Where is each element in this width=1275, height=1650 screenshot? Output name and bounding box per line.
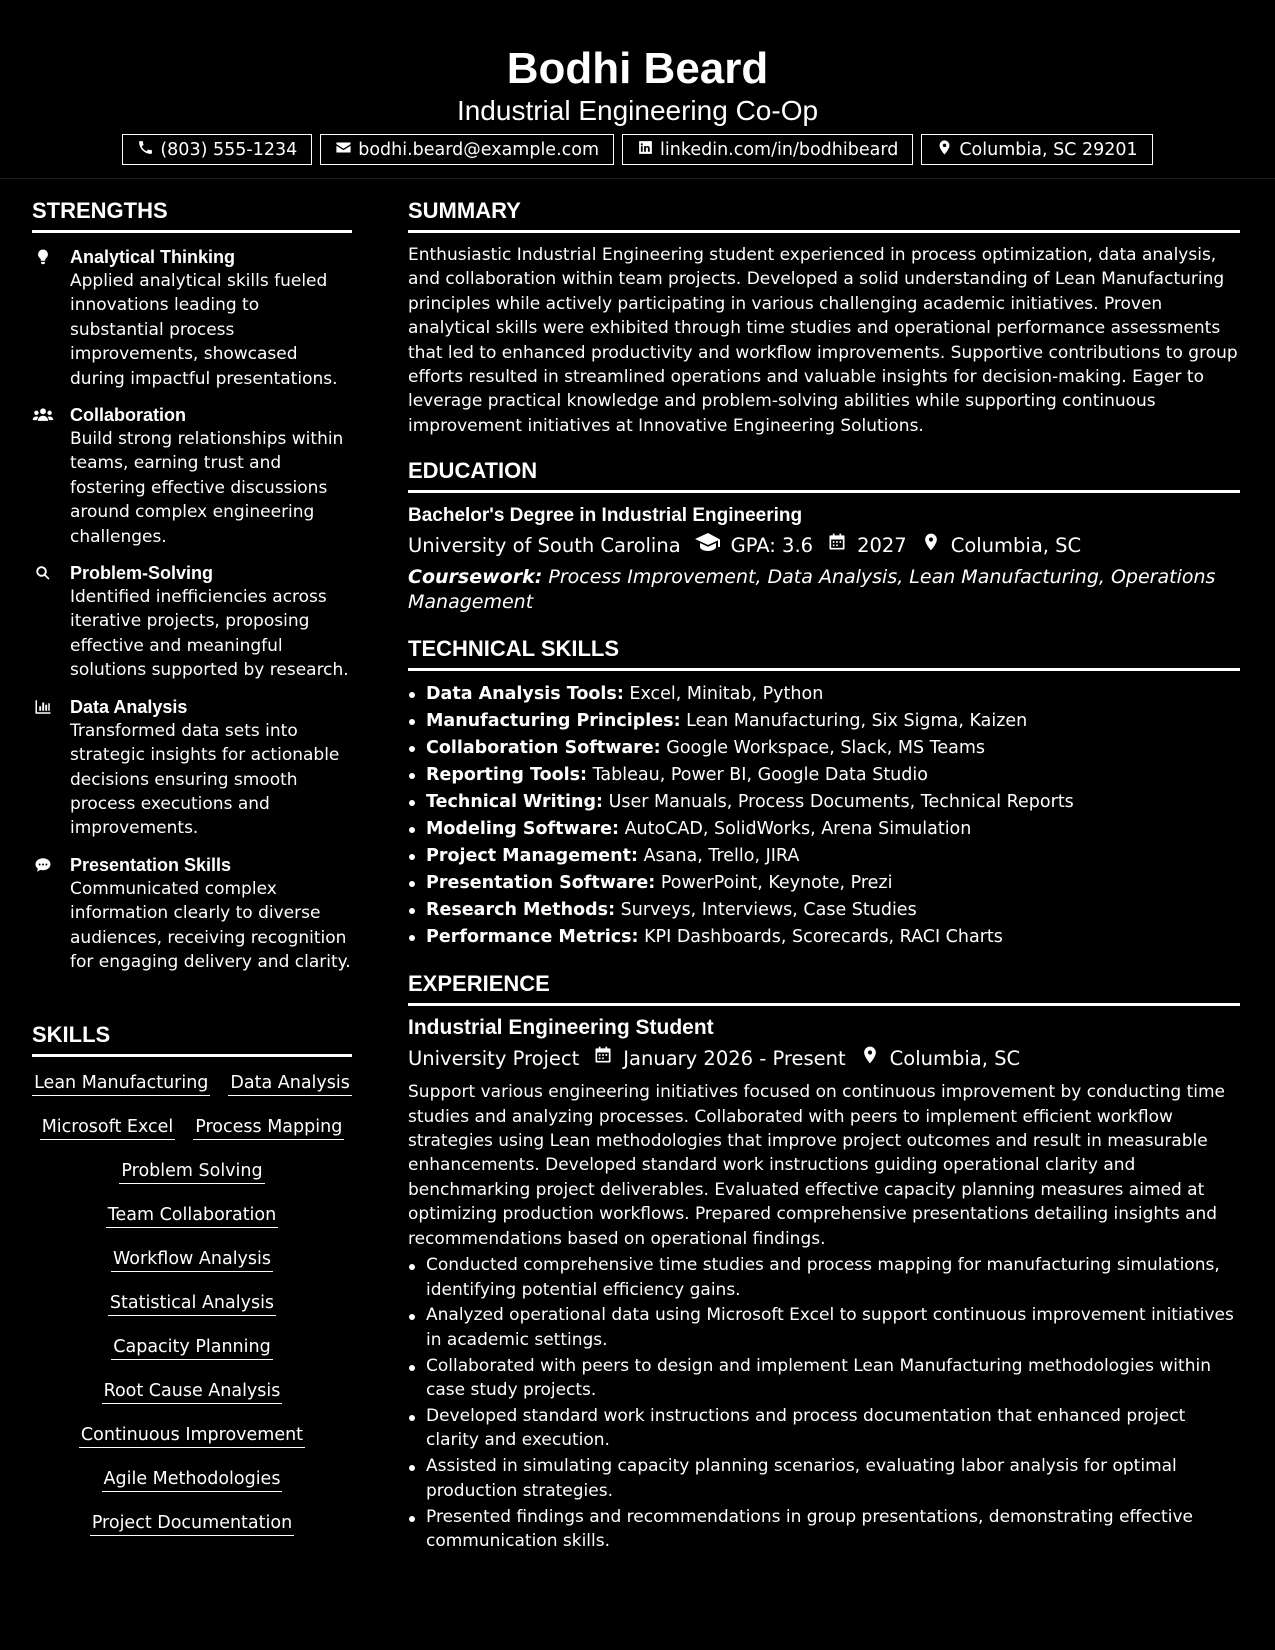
resume-header xyxy=(0,0,1275,179)
linkedin-icon xyxy=(637,139,654,161)
email-text: bodhi.beard@example.com xyxy=(358,139,600,160)
phone-text: (803) 555-1234 xyxy=(160,139,298,160)
tech-label: Collaboration Software: xyxy=(426,738,661,759)
envelope-icon xyxy=(335,139,352,161)
strength-item xyxy=(32,561,352,683)
strength-title: Presentation Skills xyxy=(70,854,232,875)
skill-tag: Microsoft Excel xyxy=(40,1115,176,1140)
experience-heading: EXPERIENCE xyxy=(408,969,1240,1006)
tech-value: User Manuals, Process Documents, Technical Reports xyxy=(608,792,1074,813)
tech-value: Surveys, Interviews, Case Studies xyxy=(620,900,917,921)
tech-label: Presentation Software: xyxy=(426,873,656,894)
strength-desc: Identified inefficiencies across iterative projects, proposing effective and meaningful solutions supported by research. xyxy=(70,587,349,681)
skill-tag: Root Cause Analysis xyxy=(102,1379,283,1404)
list-item: Assisted in simulating capacity planning scenarios, evaluating labor analysis for optimal production strategies. xyxy=(408,1454,1240,1503)
tech-label: Performance Metrics: xyxy=(426,927,639,948)
skills-section xyxy=(32,1020,352,1536)
tech-label: Reporting Tools: xyxy=(426,765,588,786)
map-pin-icon xyxy=(846,1044,890,1074)
graduation-cap-icon xyxy=(681,531,731,561)
technical-skills-heading: TECHNICAL SKILLS xyxy=(408,634,1240,671)
tech-value: AutoCAD, SolidWorks, Arena Simulation xyxy=(624,819,972,840)
calendar-icon xyxy=(579,1044,623,1074)
strength-item xyxy=(32,245,352,391)
tech-label: Research Methods: xyxy=(426,900,616,921)
strength-item xyxy=(32,853,352,975)
list-item: Conducted comprehensive time studies and process mapping for manufacturing simulations, identifying potential efficiency gains. xyxy=(408,1253,1240,1302)
strength-desc: Applied analytical skills fueled innovations leading to substantial process improvements, showcased during impactful presentations. xyxy=(70,271,338,389)
left-column xyxy=(32,196,352,986)
job-title: Industrial Engineering Student xyxy=(408,1016,714,1040)
strengths-list xyxy=(32,245,352,974)
list-item xyxy=(408,897,1240,924)
list-item xyxy=(408,843,1240,870)
tech-value: Google Workspace, Slack, MS Teams xyxy=(666,738,986,759)
skills-heading: SKILLS xyxy=(32,1020,352,1057)
tech-value: Asana, Trello, JIRA xyxy=(643,846,800,867)
job-description: Support various engineering initiatives focused on continuous improvement by conducting time studies and analyzing processes. Collaborated with peers to implement efficient workflow strategies using Lean methodologies that improve project outcomes and result in measurable enhancements. Developed standard work instructions guiding operational clarity and benchmarking project deliverables. Evaluated effective capacity planning measures aimed at optimizing production workflows. Prepared comprehensive presentations detailing insights and recommendations based on operational findings. xyxy=(408,1082,1225,1249)
strength-item xyxy=(32,403,352,549)
tech-label: Manufacturing Principles: xyxy=(426,711,681,732)
list-item: Developed standard work instructions and process documentation that enhanced project clarity and execution. xyxy=(408,1404,1240,1453)
skill-tag: Capacity Planning xyxy=(111,1335,272,1360)
tech-value: PowerPoint, Keynote, Prezi xyxy=(660,873,893,894)
skill-tag: Statistical Analysis xyxy=(108,1291,276,1316)
chart-icon xyxy=(32,698,54,716)
location-text: Columbia, SC 29201 xyxy=(959,139,1138,160)
education-heading: EDUCATION xyxy=(408,456,1240,493)
summary-section xyxy=(408,196,1240,438)
education-section xyxy=(408,456,1240,614)
school-location: Columbia, SC xyxy=(950,534,1082,558)
technical-skills-list xyxy=(408,681,1240,951)
job-meta xyxy=(408,1044,1240,1074)
degree-title: Bachelor's Degree in Industrial Engineering xyxy=(408,505,803,527)
graduation-year: 2027 xyxy=(857,534,907,558)
coursework xyxy=(408,565,1240,614)
map-pin-icon xyxy=(936,139,953,161)
summary-heading: SUMMARY xyxy=(408,196,1240,233)
coursework-label: Coursework: xyxy=(408,566,543,589)
coursework-list: Process Improvement, Data Analysis, Lean Manufacturing, Operations Management xyxy=(408,566,1216,613)
candidate-name: Bodhi Beard xyxy=(506,44,769,93)
lightbulb-icon xyxy=(32,248,54,266)
strength-desc: Communicated complex information clearly to diverse audiences, receiving recognition for engaging delivery and clarity. xyxy=(70,878,351,972)
strength-title: Collaboration xyxy=(70,405,186,426)
skill-tag: Team Collaboration xyxy=(106,1203,278,1228)
tech-label: Data Analysis Tools: xyxy=(426,684,624,705)
list-item xyxy=(408,681,1240,708)
job-bullets xyxy=(408,1253,1240,1553)
tech-value: Tableau, Power BI, Google Data Studio xyxy=(592,765,928,786)
list-item xyxy=(408,735,1240,762)
job-org: University Project xyxy=(408,1047,580,1071)
skill-tag: Continuous Improvement xyxy=(79,1423,305,1448)
school-name: University of South Carolina xyxy=(408,534,681,558)
phone-icon xyxy=(137,139,154,161)
list-item xyxy=(408,816,1240,843)
tech-label: Modeling Software: xyxy=(426,819,619,840)
search-icon xyxy=(32,564,54,582)
list-item: Analyzed operational data using Microsoft Excel to support continuous improvement initiatives in academic settings. xyxy=(408,1303,1240,1352)
strength-title: Problem-Solving xyxy=(70,563,214,584)
list-item xyxy=(408,708,1240,735)
list-item xyxy=(408,789,1240,816)
tech-value: Excel, Minitab, Python xyxy=(629,684,824,705)
list-item xyxy=(408,924,1240,951)
skill-tag: Lean Manufacturing xyxy=(32,1071,210,1096)
list-item xyxy=(408,870,1240,897)
linkedin-text: linkedin.com/in/bodhibeard xyxy=(660,139,899,160)
strengths-heading: STRENGTHS xyxy=(32,196,352,233)
technical-skills-section xyxy=(408,634,1240,951)
strength-item xyxy=(32,695,352,841)
map-pin-icon xyxy=(907,531,951,561)
strength-desc: Build strong relationships within teams, earning trust and fostering effective discussions around complex engineering challenges. xyxy=(70,429,344,547)
contact-email[interactable] xyxy=(320,134,614,165)
strength-title: Analytical Thinking xyxy=(70,247,236,267)
strength-title: Data Analysis xyxy=(70,696,188,717)
users-icon xyxy=(32,406,54,424)
tech-label: Technical Writing: xyxy=(426,792,604,813)
skill-tag: Process Mapping xyxy=(193,1115,344,1140)
summary-text: Enthusiastic Industrial Engineering student experienced in process optimization, data analysis, and collaboration within team projects. Developed a solid understanding of Lean Manufacturing principles while actively participating in various challenging academic initiatives. Proven analytical skills were exhibited through time studies and operational performance assessments that led to enhanced productivity and workflow improvements. Supportive contributions to group efforts resulted in streamlined operations and valuable insights for decision-making. Eager to leverage practical knowledge and problem-solving abilities while supporting continuous improvement initiatives at Innovative Engineering Solutions. xyxy=(408,245,1238,436)
skills-list xyxy=(32,1071,352,1536)
list-item xyxy=(408,762,1240,789)
job-location: Columbia, SC xyxy=(889,1047,1021,1071)
skill-tag: Agile Methodologies xyxy=(102,1467,283,1492)
tech-label: Project Management: xyxy=(426,846,638,867)
candidate-title: Industrial Engineering Co-Op xyxy=(456,95,819,126)
contact-location[interactable] xyxy=(921,134,1152,165)
skill-tag: Workflow Analysis xyxy=(111,1247,273,1272)
comments-icon xyxy=(32,856,54,874)
contact-linkedin[interactable] xyxy=(622,134,913,165)
gpa: GPA: 3.6 xyxy=(730,534,814,558)
list-item: Collaborated with peers to design and implement Lean Manufacturing methodologies within case study projects. xyxy=(408,1354,1240,1403)
tech-value: KPI Dashboards, Scorecards, RACI Charts xyxy=(644,927,1003,948)
strength-desc: Transformed data sets into strategic insights for actionable decisions ensuring smooth process executions and improvements. xyxy=(70,720,340,839)
education-meta xyxy=(408,531,1240,561)
contact-bar xyxy=(0,134,1275,165)
right-column xyxy=(408,196,1240,1555)
contact-phone[interactable] xyxy=(122,134,312,165)
calendar-icon xyxy=(813,531,857,561)
skill-tag: Problem Solving xyxy=(119,1159,264,1184)
tech-value: Lean Manufacturing, Six Sigma, Kaizen xyxy=(686,711,1028,732)
list-item: Presented findings and recommendations in group presentations, demonstrating effective communication skills. xyxy=(408,1505,1240,1554)
skill-tag: Project Documentation xyxy=(90,1511,294,1536)
experience-section xyxy=(408,969,1240,1553)
job-dates: January 2026 - Present xyxy=(623,1047,846,1071)
skill-tag: Data Analysis xyxy=(228,1071,351,1096)
